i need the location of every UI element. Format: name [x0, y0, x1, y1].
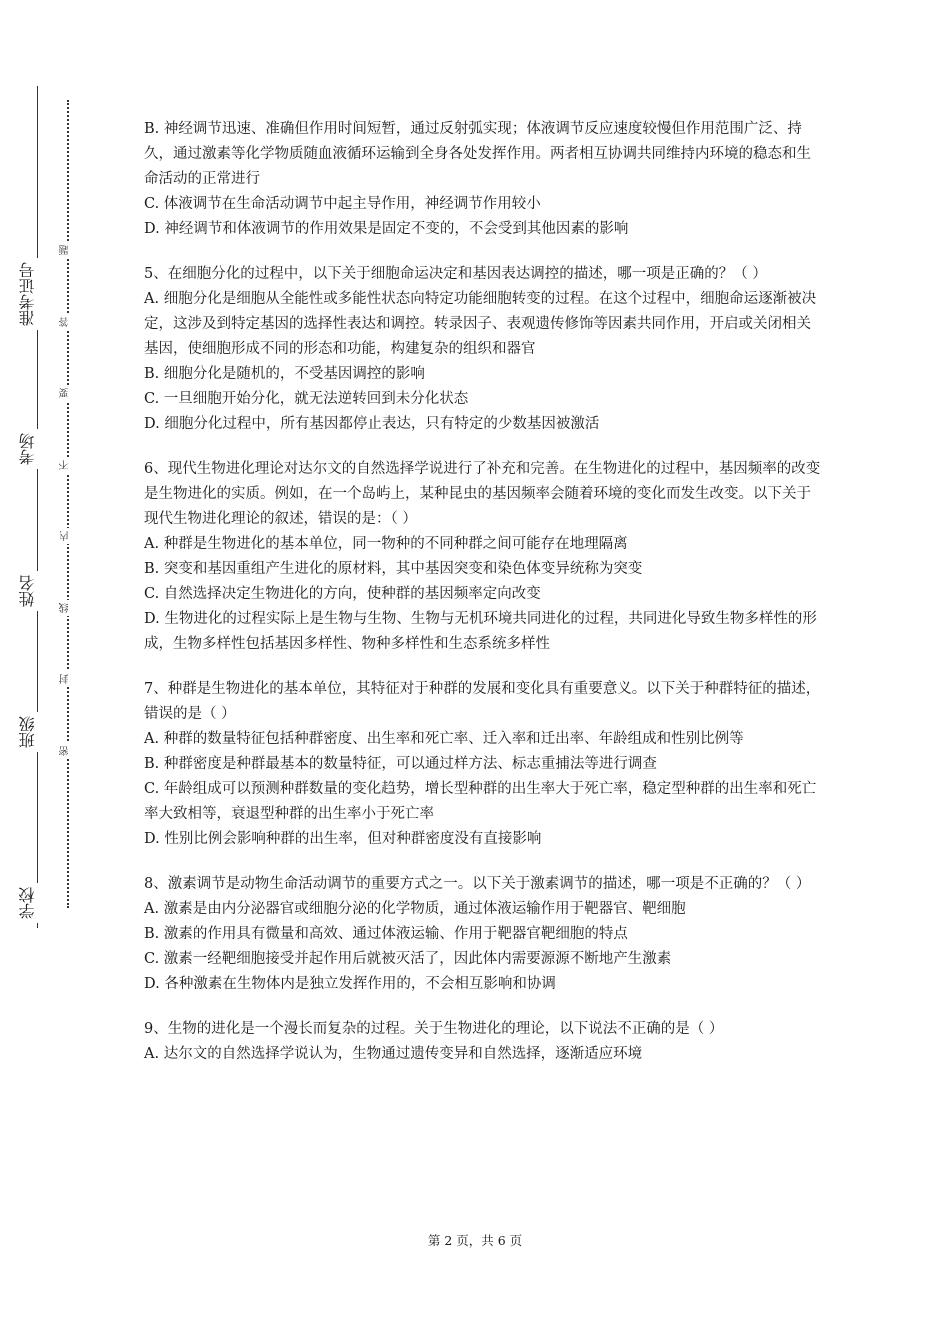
option-c: C. 一旦细胞开始分化，就无法逆转回到未分化状态 [144, 391, 469, 407]
option-b: B. 种群密度是种群最基本的数量特征，可以通过样方法、标志重捕法等进行调查 [144, 756, 657, 772]
seal-char: 内 [61, 528, 75, 544]
question-stem: 5、在细胞分化的过程中，以下关于细胞命运决定和基因表达调控的描述，哪一项是正确的？（ ） [144, 266, 767, 282]
option-c: C. 自然选择决定生物进化的方向，使种群的基因频率定向改变 [144, 586, 541, 602]
question-4-continued [144, 117, 824, 242]
option-c: C. 体液调节在生命活动调节中起主导作用，神经调节作用较小 [144, 196, 541, 212]
question-6 [144, 457, 824, 657]
question-stem: 9、生物的进化是一个漫长而复杂的过程。关于生物进化的理论，以下说法不正确的是（ ） [144, 1021, 724, 1037]
option-c: C. 激素一经靶细胞接受并起作用后就被灭活了，因此体内需要源源不断地产生激素 [144, 951, 672, 967]
option-a: A. 种群的数量特征包括种群密度、出生率和死亡率、迁入率和迁出率、年龄组成和性别比例等 [144, 731, 744, 747]
margin-label-name: 姓名 [20, 571, 54, 611]
option-a: A. 种群是生物进化的基本单位，同一物种的不同种群之间可能存在地理隔离 [144, 536, 628, 552]
margin-label-class: 班级 [20, 712, 54, 752]
seal-char: 线 [61, 600, 75, 616]
question-7 [144, 677, 824, 852]
option-b: B. 激素的作用具有微量和高效、通过体液运输、作用于靶器官靶细胞的特点 [144, 926, 628, 942]
seal-char: 封 [61, 671, 75, 687]
question-5 [144, 262, 824, 437]
seal-char: 要 [61, 385, 75, 401]
seal-char: 密 [61, 743, 75, 759]
option-a: A. 细胞分化是细胞从全能性或多能性状态向特定功能细胞转变的过程。在这个过程中，细胞命运逐渐被决定，这涉及到特定基因的选择性表达和调控。转录因子、表观遗传修饰等因素共同作用，开启或关闭相关基因，使细胞形成不同的形态和功能，构建复杂的组织和器官 [144, 291, 817, 357]
option-d: D. 细胞分化过程中，所有基因都停止表达，只有特定的少数基因被激活 [144, 416, 600, 432]
seal-char: 答 [61, 314, 75, 330]
option-b: B. 细胞分化是随机的，不受基因调控的影响 [144, 366, 425, 382]
option-c: C. 年龄组成可以预测种群数量的变化趋势，增长型种群的出生率大于死亡率，稳定型种群的出生率和死亡率大致相等，衰退型种群的出生率小于死亡率 [144, 781, 817, 822]
seal-char: 不 [61, 457, 75, 473]
question-9 [144, 1017, 824, 1067]
question-stem: 7、种群是生物进化的基本单位，其特征对于种群的发展和变化具有重要意义。以下关于种群特征的描述，错误的是（ ） [144, 681, 821, 722]
option-a: A. 激素是由内分泌器官或细胞分泌的化学物质，通过体液运输作用于靶器官、靶细胞 [144, 901, 686, 917]
question-stem: 8、激素调节是动物生命活动调节的重要方式之一。以下关于激素调节的描述，哪一项是不正确的？（ ） [144, 876, 811, 892]
option-d: D. 各种激素在生物体内是独立发挥作用的，不会相互影响和协调 [144, 976, 556, 992]
option-b: B. 突变和基因重组产生进化的原材料，其中基因突变和染色体变异统称为突变 [144, 561, 643, 577]
exam-content [144, 117, 824, 1067]
margin-label-school: 学校 [20, 883, 54, 923]
option-d: D. 性别比例会影响种群的出生率，但对种群密度没有直接影响 [144, 831, 542, 847]
option-d: D. 生物进化的过程实际上是生物与生物、生物与无机环境共同进化的过程，共同进化导致生物多样性的形成，生物多样性包括基因多样性、物种多样性和生态系统多样性 [144, 611, 817, 652]
margin-label-exam-room: 考场 [20, 429, 54, 469]
seal-dotted-line [67, 100, 69, 908]
margin-label-exam-number: 准考证号 [20, 258, 54, 330]
question-8 [144, 872, 824, 997]
seal-char: 题 [61, 242, 75, 258]
option-d: D. 神经调节和体液调节的作用效果是固定不变的，不会受到其他因素的影响 [144, 221, 629, 237]
option-a: A. 达尔文的自然选择学说认为，生物通过遗传变异和自然选择，逐渐适应环境 [144, 1046, 643, 1062]
question-stem: 6、现代生物进化理论对达尔文的自然选择学说进行了补充和完善。在生物进化的过程中，基因频率的改变是生物进化的实质。例如，在一个岛屿上，某种昆虫的基因频率会随着环境的变化而发生改变。以下关于现代生物进化理论的叙述，错误的是：（ ） [144, 461, 821, 527]
option-b: B. 神经调节迅速、准确但作用时间短暂，通过反射弧实现；体液调节反应速度较慢但作用范围广泛、持久，通过激素等化学物质随血液循环运输到全身各处发挥作用。两者相互协调共同维持内环境的稳态和生命活动的正常进行 [144, 121, 811, 187]
page-footer: 第 2 页，共 6 页 [427, 1233, 523, 1248]
binding-line [37, 86, 38, 928]
